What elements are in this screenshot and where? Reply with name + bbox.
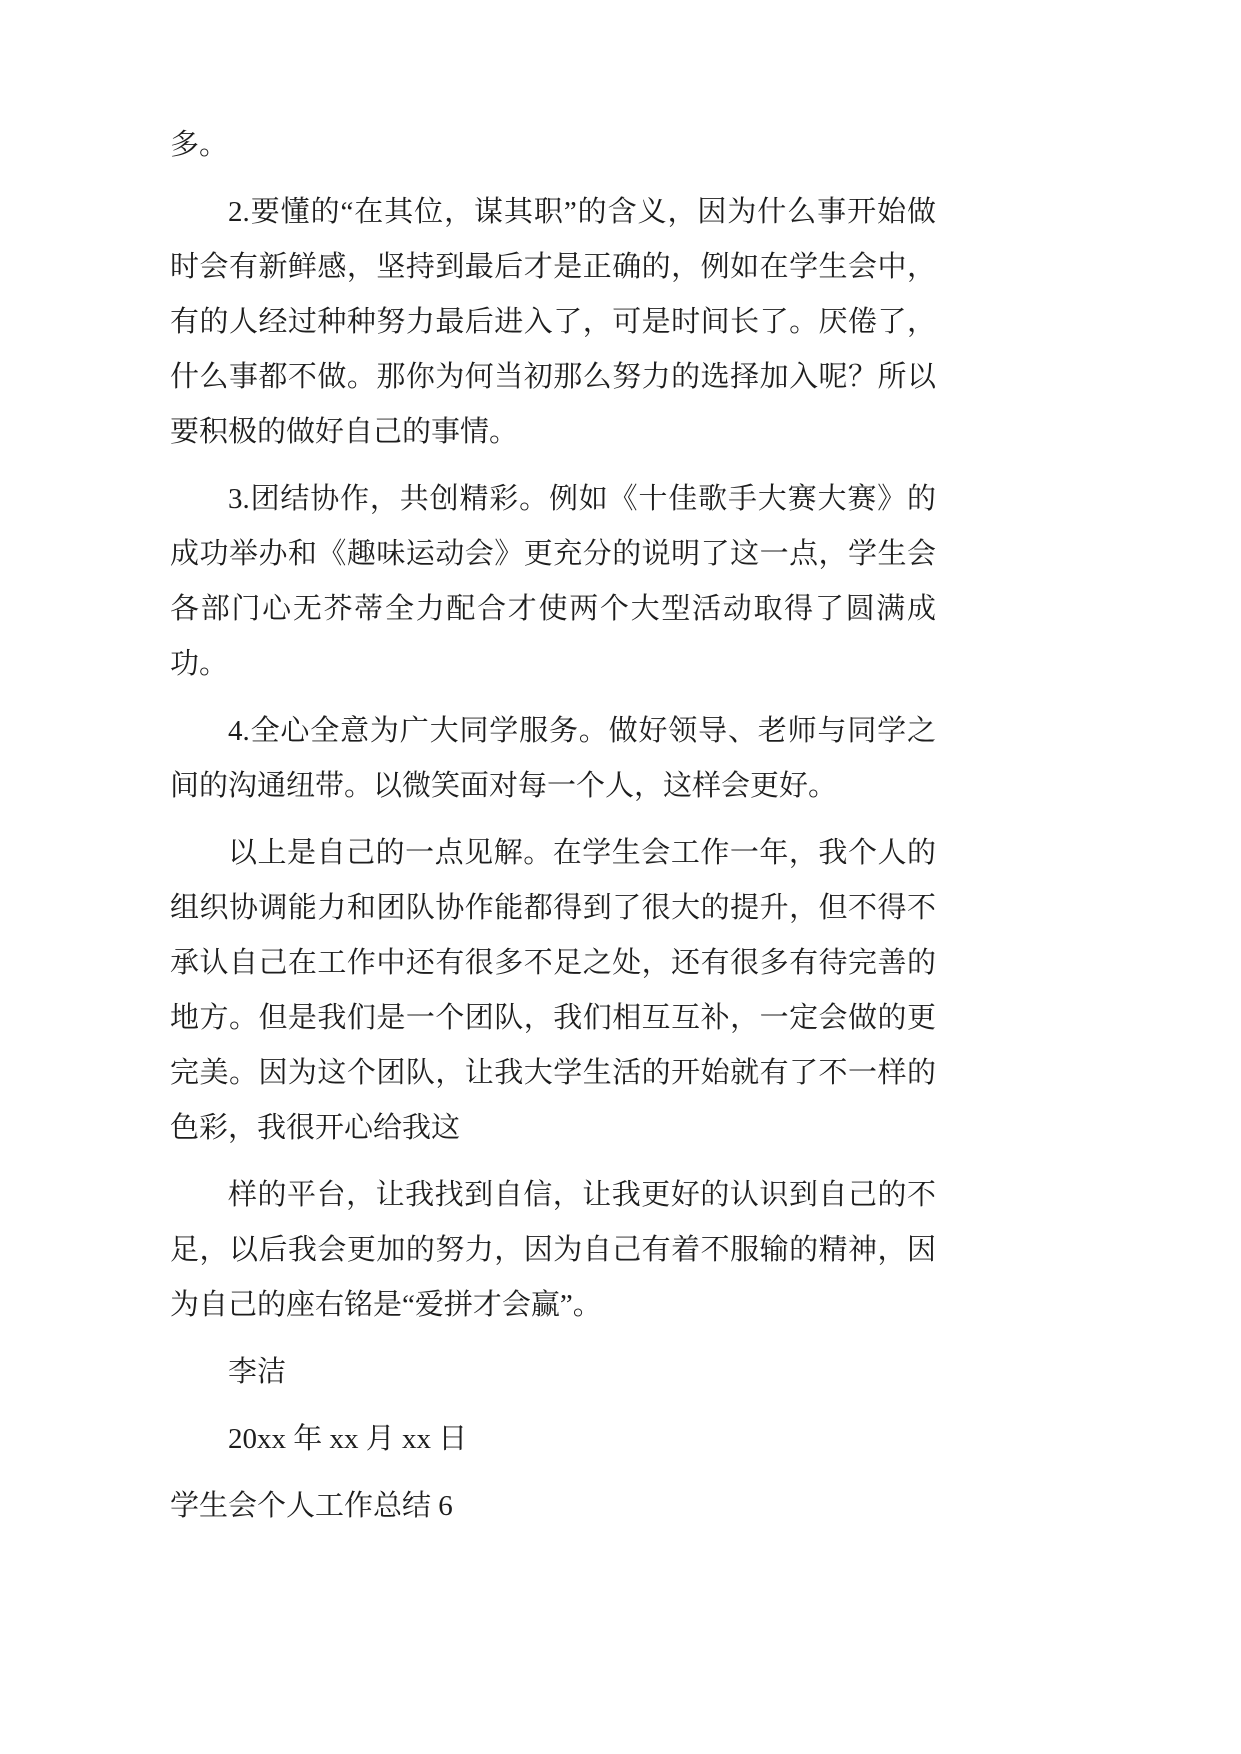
paragraph-point-4: 4.全心全意为广大同学服务。做好领导、老师与同学之间的沟通纽带。以微笑面对每一个人，这样会更好。 [170, 715, 936, 802]
signature-date: 20xx 年 xx 月 xx 日 [228, 1423, 468, 1455]
signature-name: 李洁 [228, 1356, 287, 1388]
paragraph-point-2: 2.要懂的“在其位，谋其职”的含义，因为什么事开始做时会有新鲜感，坚持到最后才是正确的，例如在学生会中，有的人经过种种努力最后进入了，可是时间长了。厌倦了，什么事都不做。那你为何当初那么努力的选择加入呢？所以要积极的做好自己的事情。 [170, 196, 936, 448]
paragraph-point-3: 3.团结协作，共创精彩。例如《十佳歌手大赛大赛》的成功举办和《趣味运动会》更充分的说明了这一点，学生会各部门心无芥蒂全力配合才使两个大型活动取得了圆满成功。 [170, 483, 936, 680]
paragraph-summary-continued: 样的平台，让我找到自信，让我更好的认识到自己的不足，以后我会更加的努力，因为自己有着不服输的精神，因为自己的座右铭是“爱拼才会赢”。 [170, 1179, 936, 1321]
paragraph-continuation: 多。 [170, 129, 229, 161]
section-heading: 学生会个人工作总结 6 [170, 1490, 453, 1522]
document-body [170, 118, 936, 1546]
paragraph-summary: 以上是自己的一点见解。在学生会工作一年，我个人的组织协调能力和团队协作能都得到了很大的提升，但不得不承认自己在工作中还有很多不足之处，还有很多有待完善的地方。但是我们是一个团队，我们相互互补，一定会做的更完美。因为这个团队，让我大学生活的开始就有了不一样的色彩，我很开心给我这 [170, 837, 936, 1144]
